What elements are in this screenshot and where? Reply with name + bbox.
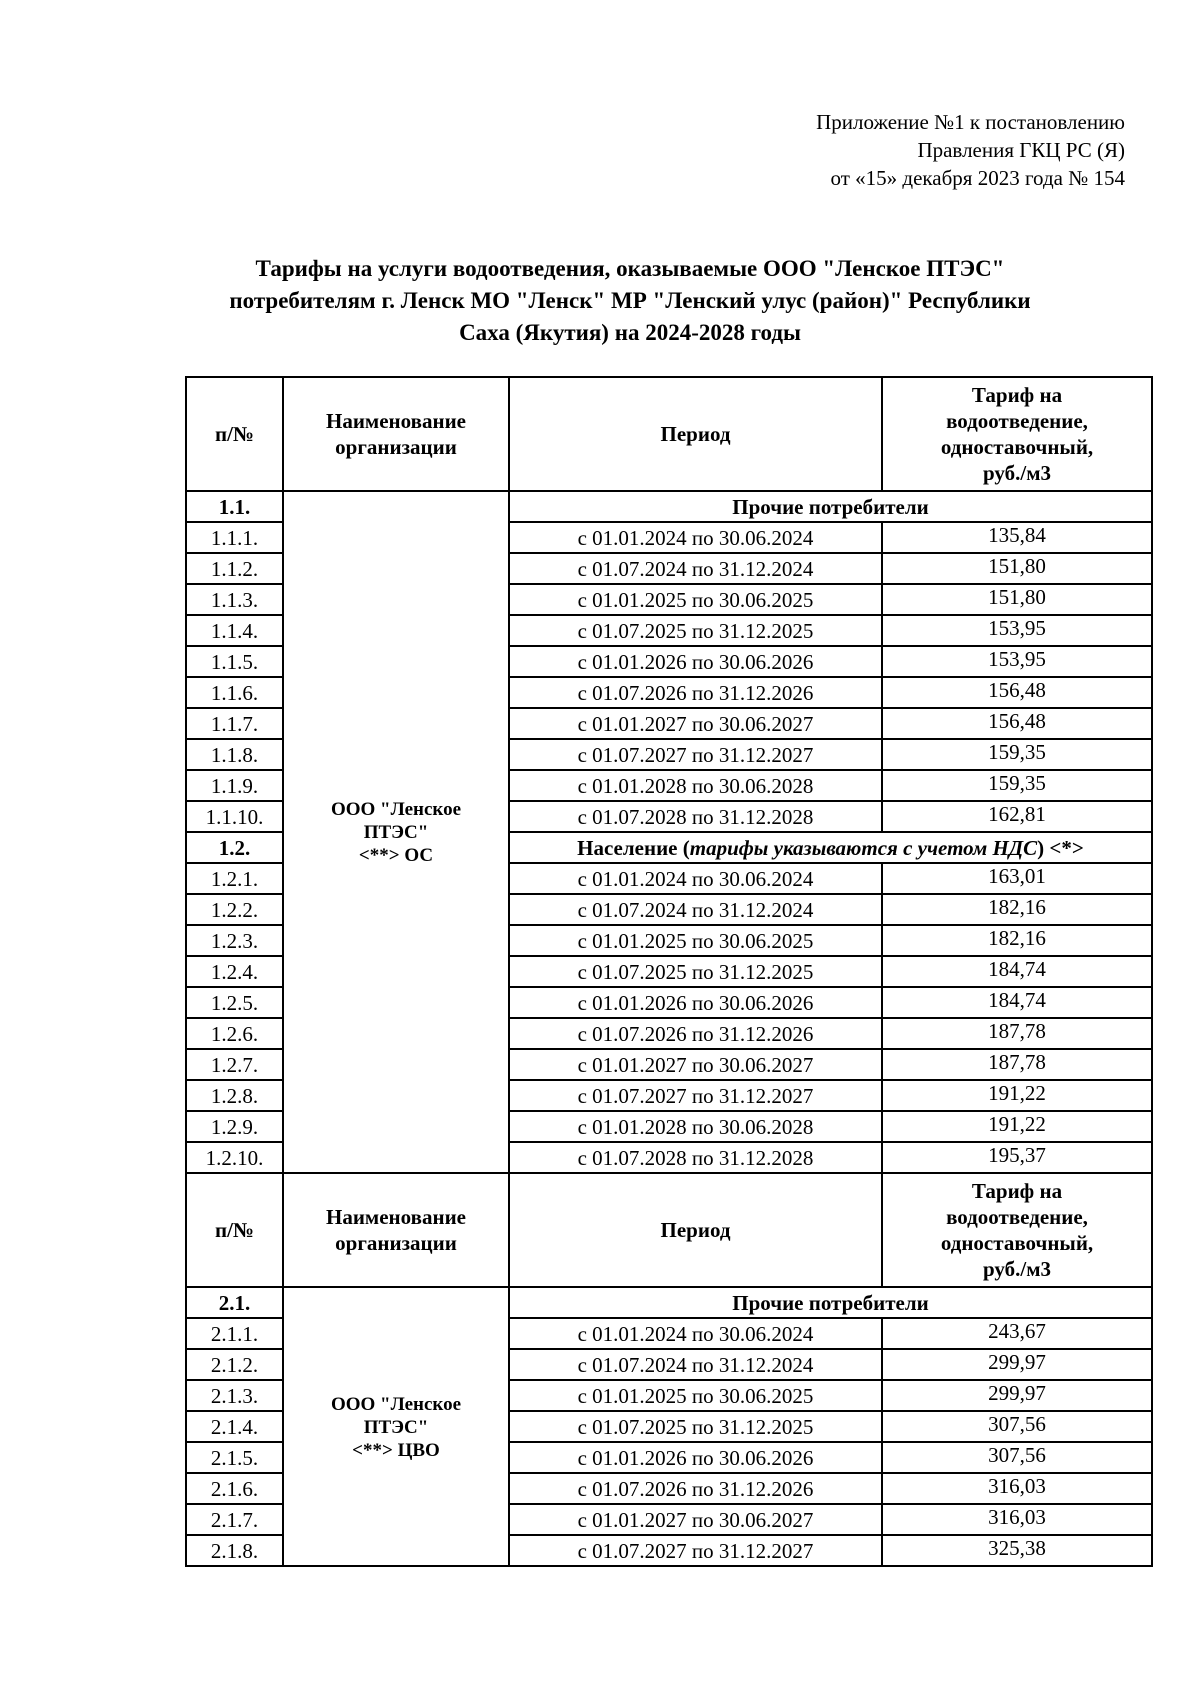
header-org-line: организации [335, 1231, 457, 1255]
row-number: 1.1.9. [186, 770, 283, 801]
row-tariff: 316,03 [882, 1504, 1152, 1535]
header-tariff-line: руб./м3 [982, 1257, 1051, 1281]
row-tariff: 135,84 [882, 522, 1152, 553]
row-period: с 01.07.2027 по 31.12.2027 [509, 739, 882, 770]
row-number: 1.2.10. [186, 1142, 283, 1173]
row-period: с 01.01.2027 по 30.06.2027 [509, 1049, 882, 1080]
section-label-italic: тарифы указываются с учетом НДС [689, 836, 1038, 860]
row-number: 1.2.1. [186, 863, 283, 894]
header-period: Период [509, 1173, 882, 1287]
row-period: с 01.01.2026 по 30.06.2026 [509, 646, 882, 677]
row-number: 2.1.7. [186, 1504, 283, 1535]
row-period: с 01.07.2026 по 31.12.2026 [509, 1473, 882, 1504]
annex-line-1: Приложение №1 к постановлению [816, 110, 1125, 134]
row-period: с 01.07.2024 по 31.12.2024 [509, 553, 882, 584]
row-period: с 01.07.2024 по 31.12.2024 [509, 1349, 882, 1380]
row-tariff: 307,56 [882, 1411, 1152, 1442]
tariff-table-body [186, 377, 1152, 1566]
document-title [140, 253, 1120, 349]
row-number: 1.2.6. [186, 1018, 283, 1049]
row-number: 1.2.5. [186, 987, 283, 1018]
annex-reference [816, 108, 1125, 192]
header-org-line: Наименование [326, 1205, 466, 1229]
header-num: п/№ [186, 1173, 283, 1287]
row-number: 1.1.7. [186, 708, 283, 739]
header-tariff-line: одноставочный, [940, 1231, 1094, 1255]
row-number: 1.2.7. [186, 1049, 283, 1080]
header-org [283, 377, 509, 491]
row-tariff: 182,16 [882, 894, 1152, 925]
section-number: 1.2. [186, 832, 283, 863]
annex-line-2: Правления ГКЦ РС (Я) [917, 138, 1125, 162]
row-number: 2.1.4. [186, 1411, 283, 1442]
row-period: с 01.01.2025 по 30.06.2025 [509, 584, 882, 615]
section-label [509, 832, 1152, 863]
row-tariff: 325,38 [882, 1535, 1152, 1566]
row-period: с 01.07.2028 по 31.12.2028 [509, 1142, 882, 1173]
row-period: с 01.07.2025 по 31.12.2025 [509, 1411, 882, 1442]
header-tariff [882, 1173, 1152, 1287]
row-number: 1.1.1. [186, 522, 283, 553]
row-tariff: 153,95 [882, 615, 1152, 646]
row-tariff: 316,03 [882, 1473, 1152, 1504]
row-tariff: 182,16 [882, 925, 1152, 956]
row-tariff: 159,35 [882, 770, 1152, 801]
section-label: Прочие потребители [509, 1287, 1152, 1318]
row-number: 1.1.4. [186, 615, 283, 646]
row-period: с 01.01.2024 по 30.06.2024 [509, 522, 882, 553]
title-line-3: Саха (Якутия) на 2024-2028 годы [459, 320, 801, 345]
organization-line: ПТЭС" [363, 822, 429, 843]
tariff-table [185, 376, 1153, 1567]
organization-line: <**> ЦВО [352, 1439, 440, 1461]
section-label-text: Население ( [577, 836, 690, 860]
header-org-line: Наименование [326, 409, 466, 433]
row-number: 2.1.1. [186, 1318, 283, 1349]
row-number: 1.2.8. [186, 1080, 283, 1111]
row-period: с 01.07.2024 по 31.12.2024 [509, 894, 882, 925]
row-period: с 01.01.2028 по 30.06.2028 [509, 770, 882, 801]
row-number: 1.1.8. [186, 739, 283, 770]
header-tariff [882, 377, 1152, 491]
header-tariff-line: водоотведение, [946, 1205, 1088, 1229]
row-period: с 01.01.2026 по 30.06.2026 [509, 987, 882, 1018]
row-tariff: 156,48 [882, 677, 1152, 708]
header-row [186, 377, 1152, 491]
row-number: 2.1.2. [186, 1349, 283, 1380]
row-number: 1.2.3. [186, 925, 283, 956]
header-tariff-line: одноставочный, [940, 435, 1094, 459]
organization-line: ООО "Ленское [330, 1393, 462, 1415]
row-period: с 01.07.2027 по 31.12.2027 [509, 1080, 882, 1111]
row-number: 2.1.6. [186, 1473, 283, 1504]
title-line-1: Тарифы на услуги водоотведения, оказываемые ООО "Ленское ПТЭС" [255, 256, 1005, 281]
organization-line: ПТЭС" [363, 1416, 429, 1438]
section-number: 1.1. [186, 491, 283, 522]
header-num: п/№ [186, 377, 283, 491]
row-number: 1.1.5. [186, 646, 283, 677]
row-number: 2.1.8. [186, 1535, 283, 1566]
row-number: 1.1.10. [186, 801, 283, 832]
header-org-line: организации [335, 435, 457, 459]
row-tariff: 162,81 [882, 801, 1152, 832]
row-tariff: 156,48 [882, 708, 1152, 739]
row-tariff: 151,80 [882, 584, 1152, 615]
row-tariff: 184,74 [882, 956, 1152, 987]
annex-line-3: от «15» декабря 2023 года № 154 [830, 166, 1125, 190]
row-tariff: 307,56 [882, 1442, 1152, 1473]
row-tariff: 299,97 [882, 1349, 1152, 1380]
header-tariff-line: руб./м3 [982, 461, 1051, 485]
row-period: с 01.01.2025 по 30.06.2025 [509, 1380, 882, 1411]
row-period: с 01.07.2025 по 31.12.2025 [509, 956, 882, 987]
row-tariff: 151,80 [882, 553, 1152, 584]
row-period: с 01.01.2025 по 30.06.2025 [509, 925, 882, 956]
row-period: с 01.07.2027 по 31.12.2027 [509, 1535, 882, 1566]
row-tariff: 191,22 [882, 1080, 1152, 1111]
row-period: с 01.01.2026 по 30.06.2026 [509, 1442, 882, 1473]
row-period: с 01.07.2026 по 31.12.2026 [509, 1018, 882, 1049]
organization-name [283, 491, 509, 1173]
section-number: 2.1. [186, 1287, 283, 1318]
header-row [186, 1173, 1152, 1287]
section-row [186, 1287, 1152, 1318]
row-tariff: 191,22 [882, 1111, 1152, 1142]
organization-line: <**> ОС [358, 845, 434, 866]
row-tariff: 243,67 [882, 1318, 1152, 1349]
row-tariff: 184,74 [882, 987, 1152, 1018]
row-number: 1.1.2. [186, 553, 283, 584]
row-period: с 01.07.2026 по 31.12.2026 [509, 677, 882, 708]
header-tariff-line: водоотведение, [946, 409, 1088, 433]
row-tariff: 195,37 [882, 1142, 1152, 1173]
row-period: с 01.07.2025 по 31.12.2025 [509, 615, 882, 646]
row-period: с 01.01.2028 по 30.06.2028 [509, 1111, 882, 1142]
section-row [186, 491, 1152, 522]
row-number: 1.2.4. [186, 956, 283, 987]
row-tariff: 187,78 [882, 1049, 1152, 1080]
row-tariff: 153,95 [882, 646, 1152, 677]
header-org [283, 1173, 509, 1287]
row-tariff: 159,35 [882, 739, 1152, 770]
row-number: 1.2.2. [186, 894, 283, 925]
row-number: 2.1.5. [186, 1442, 283, 1473]
title-line-2: потребителям г. Ленск МО "Ленск" МР "Ленский улус (район)" Республики [229, 288, 1031, 313]
row-number: 2.1.3. [186, 1380, 283, 1411]
row-period: с 01.01.2027 по 30.06.2027 [509, 1504, 882, 1535]
row-number: 1.2.9. [186, 1111, 283, 1142]
row-period: с 01.01.2027 по 30.06.2027 [509, 708, 882, 739]
row-number: 1.1.6. [186, 677, 283, 708]
header-period: Период [509, 377, 882, 491]
header-tariff-line: Тариф на [971, 1179, 1063, 1203]
header-tariff-line: Тариф на [971, 383, 1063, 407]
row-tariff: 163,01 [882, 863, 1152, 894]
row-period: с 01.01.2024 по 30.06.2024 [509, 863, 882, 894]
section-label-text: ) <*> [1037, 836, 1084, 860]
organization-line: ООО "Ленское [330, 799, 462, 820]
row-tariff: 187,78 [882, 1018, 1152, 1049]
row-period: с 01.01.2024 по 30.06.2024 [509, 1318, 882, 1349]
row-number: 1.1.3. [186, 584, 283, 615]
row-tariff: 299,97 [882, 1380, 1152, 1411]
row-period: с 01.07.2028 по 31.12.2028 [509, 801, 882, 832]
section-label: Прочие потребители [509, 491, 1152, 522]
organization-name [283, 1287, 509, 1566]
